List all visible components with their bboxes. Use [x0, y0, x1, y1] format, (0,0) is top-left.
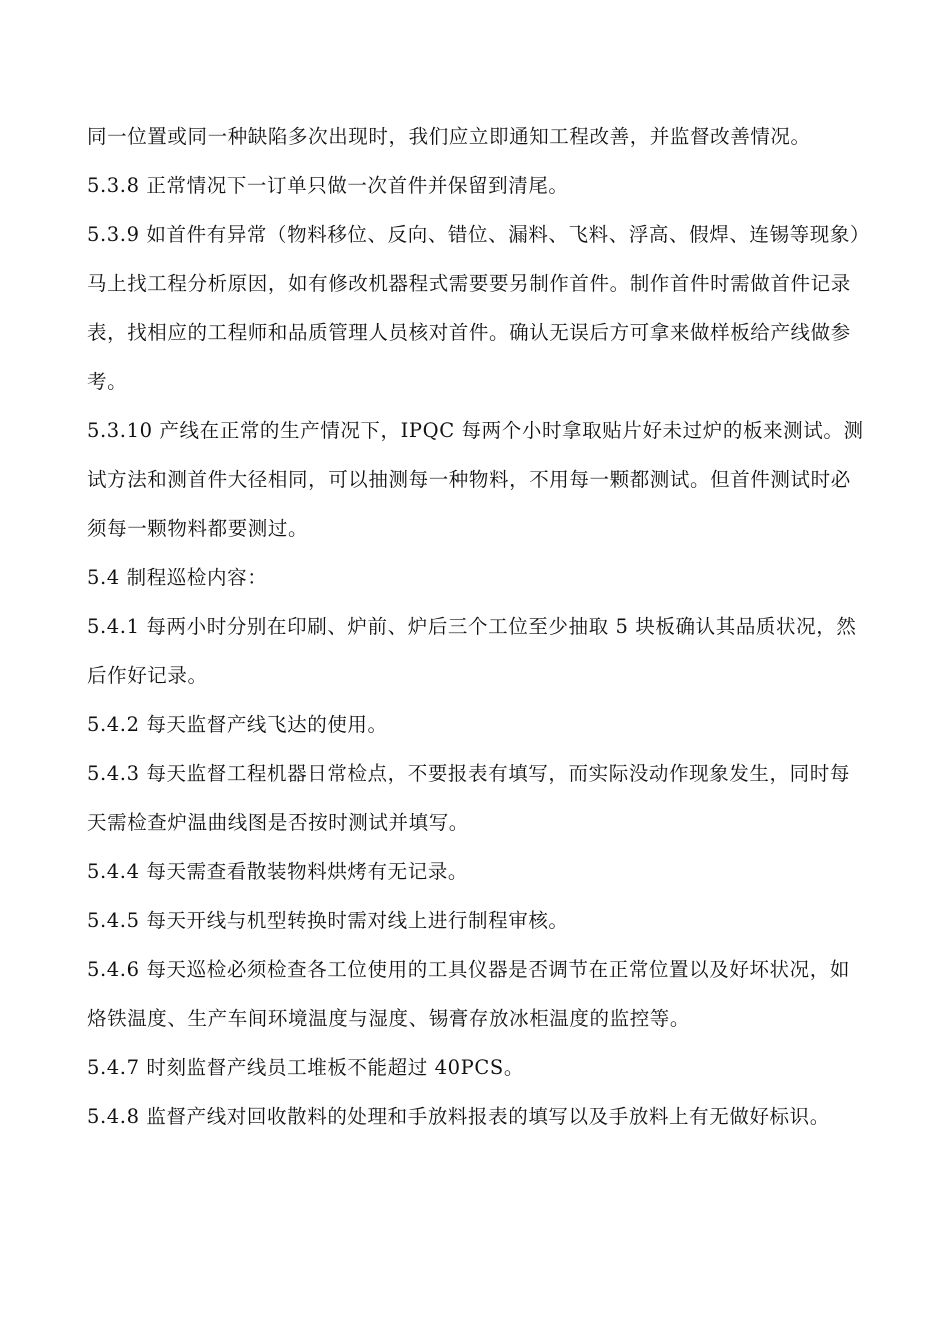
section-heading-5-4: 5.4 制程巡检内容：: [87, 566, 268, 589]
paragraph-5-4-8: 5.4.8 监督产线对回收散料的处理和手放料报表的填写以及手放料上有无做好标识。: [87, 1105, 830, 1128]
paragraph-5-4-5: 5.4.5 每天开线与机型转换时需对线上进行制程审核。: [87, 909, 569, 932]
paragraph-defect-continuation: 同一位置或同一种缺陷多次出现时，我们应立即通知工程改善，并监督改善情况。: [87, 125, 811, 148]
paragraph-5-4-2: 5.4.2 每天监督产线飞达的使用。: [87, 713, 388, 736]
paragraph-5-3-9: 5.3.9 如首件有异常（物料移位、反向、错位、漏料、飞料、浮高、假焊、连锡等现象）马上找工程分析原因，如有修改机器程式需要要另制作首件。制作首件时需做首件记录表，找相应的工程师和品质管理人员核对首件。确认无误后方可拿来做样板给产线做参考。: [87, 223, 861, 393]
paragraph-5-4-3: 5.4.3 每天监督工程机器日常检点，不要报表有填写，而实际没动作现象发生，同时每天需检查炉温曲线图是否按时测试并填写。: [87, 762, 850, 834]
paragraph-5-4-6: 5.4.6 每天巡检必须检查各工位使用的工具仪器是否调节在正常位置以及好坏状况，如烙铁温度、生产车间环境温度与湿度、锡膏存放冰柜温度的监控等。: [87, 958, 850, 1030]
paragraph-5-4-1: 5.4.1 每两小时分别在印刷、炉前、炉后三个工位至少抽取 5 块板确认其品质状况，然后作好记录。: [87, 615, 857, 687]
paragraph-5-4-7: 5.4.7 时刻监督产线员工堆板不能超过 40PCS。: [87, 1056, 524, 1079]
paragraph-5-3-8: 5.3.8 正常情况下一订单只做一次首件并保留到清尾。: [87, 174, 569, 197]
paragraph-5-3-10: 5.3.10 产线在正常的生产情况下，IPQC 每两个小时拿取贴片好未过炉的板来测试。测试方法和测首件大径相同，可以抽测每一种物料，不用每一颗都测试。但首件测试时必须每一颗物料都要测过。: [87, 419, 864, 540]
paragraph-5-4-4: 5.4.4 每天需查看散装物料烘烤有无记录。: [87, 860, 469, 883]
document-body: [87, 112, 867, 1141]
